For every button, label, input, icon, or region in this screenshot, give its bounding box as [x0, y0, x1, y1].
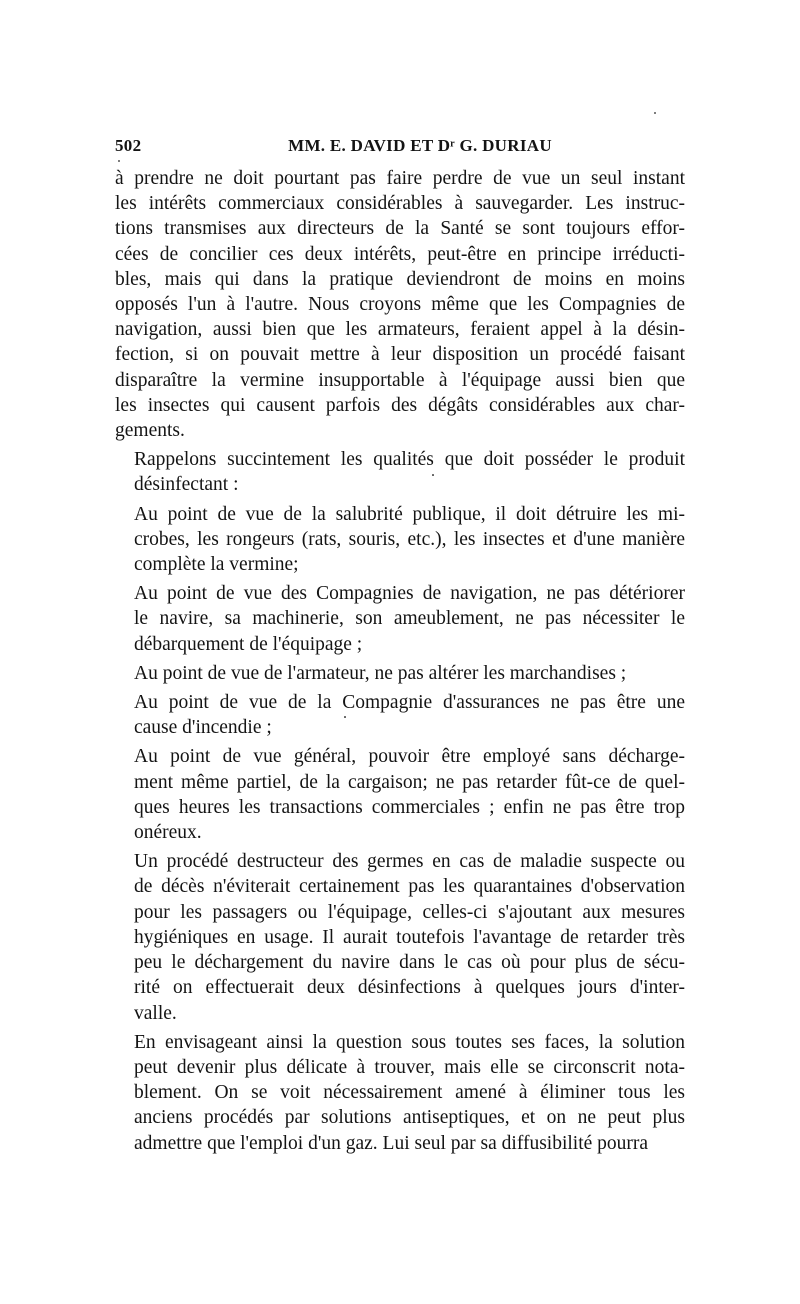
text-line: Au point de vue de l'armateur, ne pas altérer les marchandises ;: [134, 662, 627, 684]
text-line: Au point de vue des Compagnies de navigation, ne pas détériorer: [134, 583, 685, 605]
text-line: valle.: [134, 1002, 177, 1024]
text-line: opposés l'un à l'autre. Nous croyons même que les Compagnies de: [115, 294, 685, 316]
running-head-title: MM. E. DAVID ET Dʳ G. DURIAU: [288, 136, 552, 155]
body-text: [115, 166, 685, 1160]
paragraph: [115, 661, 685, 686]
text-line: débarquement de l'équipage ;: [134, 633, 363, 655]
paragraph: [115, 447, 685, 497]
text-line: peu le déchargement du navire dans le cas où pour plus de sécu-: [134, 952, 685, 974]
text-line: ment même partiel, de la cargaison; ne pas retarder fût-ce de quel-: [134, 771, 685, 793]
paragraph: [115, 502, 685, 578]
text-line: désinfectant :: [134, 474, 239, 496]
text-line: blement. On se voit nécessairement amené à éliminer tous les: [134, 1082, 685, 1104]
text-line: peut devenir plus délicate à trouver, mais elle se circonscrit nota-: [134, 1056, 685, 1078]
paragraph: [115, 1030, 685, 1156]
text-line: tions transmises aux directeurs de la Santé se sont toujours effor-: [115, 218, 685, 240]
text-line: de décès n'éviterait certainement pas les quarantaines d'observation: [134, 876, 685, 898]
text-line: En envisageant ainsi la question sous toutes ses faces, la solution: [134, 1031, 685, 1053]
print-speck: [118, 160, 120, 162]
print-speck: [344, 716, 346, 718]
text-line: rité on effectuerait deux désinfections à quelques jours d'inter-: [134, 977, 685, 999]
text-line: hygiéniques en usage. Il aurait toutefois l'avantage de retarder très: [134, 926, 685, 948]
text-line: les intérêts commerciaux considérables à sauvegarder. Les instruc-: [115, 193, 685, 215]
text-line: ques heures les transactions commerciales ; enfin ne pas être trop: [134, 796, 685, 818]
text-line: pour les passagers ou l'équipage, celles-ci s'ajoutant aux mesures: [134, 901, 685, 923]
paragraph: [115, 166, 685, 443]
print-speck: [432, 474, 434, 476]
paragraph: [115, 849, 685, 1025]
text-line: disparaître la vermine insupportable à l'équipage aussi bien que: [115, 369, 685, 391]
text-line: à prendre ne doit pourtant pas faire perdre de vue un seul instant: [115, 168, 685, 189]
text-line: fection, si on pouvait mettre à leur disposition un procédé faisant: [115, 344, 685, 366]
paragraph: [115, 744, 685, 845]
text-line: les insectes qui causent parfois des dégâts considérables aux char-: [115, 394, 685, 416]
text-line: onéreux.: [134, 822, 202, 844]
paragraph: [115, 581, 685, 657]
text-line: gements.: [115, 420, 185, 442]
text-line: admettre que l'emploi d'un gaz. Lui seul par sa diffusibilité pourra: [134, 1132, 649, 1154]
text-line: Au point de vue de la salubrité publique, il doit détruire les mi-: [134, 503, 685, 525]
text-line: Rappelons succintement les qualités que doit posséder le produit: [134, 449, 685, 471]
running-head: [115, 134, 685, 158]
text-line: Au point de vue général, pouvoir être employé sans décharge-: [134, 746, 685, 768]
paragraph: [115, 690, 685, 740]
text-line: crobes, les rongeurs (rats, souris, etc.), les insectes et d'une manière: [134, 528, 685, 550]
text-line: Au point de vue de la Compagnie d'assurances ne pas être une: [134, 692, 685, 714]
text-line: navigation, aussi bien que les armateurs, feraient appel à la désin-: [115, 319, 685, 341]
page-number: 502: [115, 136, 142, 155]
text-line: bles, mais qui dans la pratique deviendront de moins en moins: [115, 268, 685, 290]
print-speck: [654, 112, 656, 114]
text-line: cées de concilier ces deux intérêts, peut-être en principe irréducti-: [115, 243, 685, 265]
text-line: Un procédé destructeur des germes en cas de maladie suspecte ou: [134, 851, 685, 873]
text-line: anciens procédés par solutions antiseptiques, et on ne peut plus: [134, 1107, 685, 1129]
text-line: le navire, sa machinerie, son ameublement, ne pas nécessiter le: [134, 608, 685, 630]
text-line: complète la vermine;: [134, 554, 299, 576]
text-line: cause d'incendie ;: [134, 717, 272, 739]
